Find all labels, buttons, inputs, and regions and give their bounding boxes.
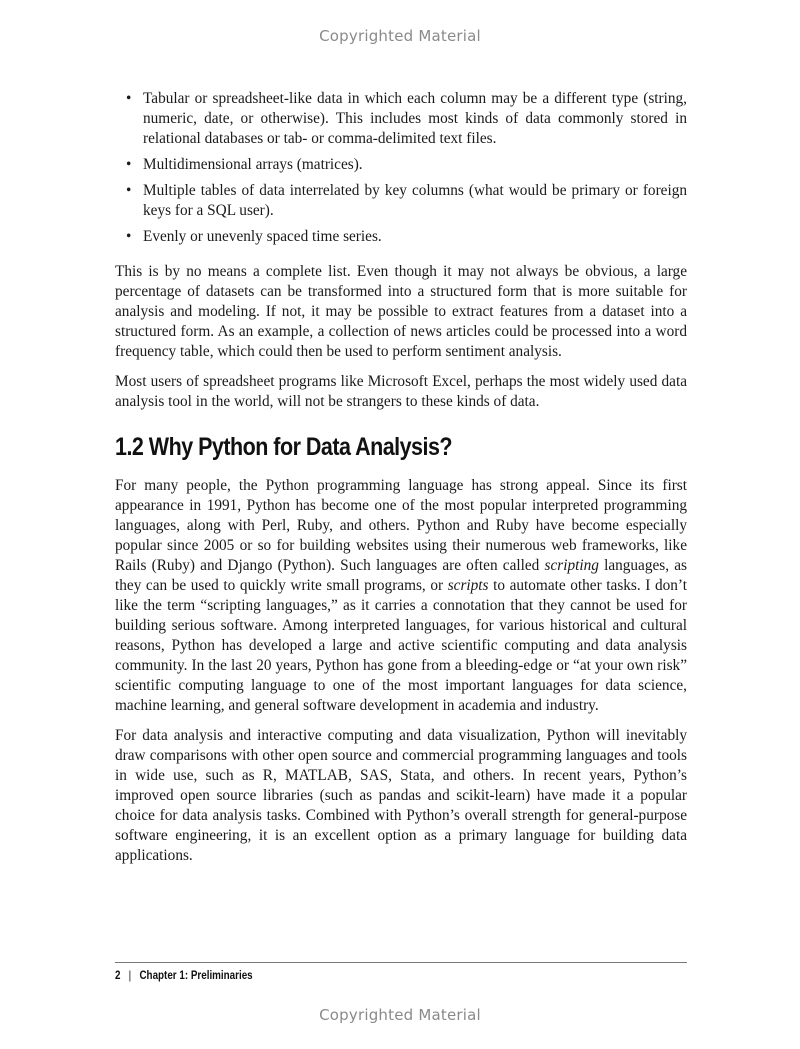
- text-run: languages, as they can be used to quickly write small programs, or: [115, 557, 687, 594]
- page-footer: [115, 968, 253, 982]
- data-types-list: [115, 89, 687, 247]
- footer-separator: |: [128, 968, 132, 982]
- page-body: [115, 89, 687, 876]
- emphasis-scripts: scripts: [447, 577, 489, 594]
- paragraph-spreadsheet-users: Most users of spreadsheet programs like Microsoft Excel, perhaps the most widely used data analysis tool in the world, will not be strangers to these kinds of data.: [115, 373, 687, 410]
- text-run: For many people, the Python programming language has strong appeal. Since its first appearance in 1991, Python has become one of the most popular interpreted programming languages, along with Perl, Ruby, and others. Python and Ruby have become especially popular since 2005 or so for building websites using their numerous web frameworks, like Rails (Ruby) and Django (Python). Such languages are often called: [115, 477, 687, 574]
- chapter-title: Chapter 1: Preliminaries: [139, 968, 253, 982]
- list-item: • Evenly or unevenly spaced time series.: [115, 227, 687, 247]
- copyright-watermark-top: Copyrighted Material: [319, 27, 481, 45]
- section-heading: 1.2 Why Python for Data Analysis?: [115, 433, 452, 461]
- copyright-watermark-bottom: Copyrighted Material: [319, 1006, 481, 1024]
- paragraph-structured-data: This is by no means a complete list. Even though it may not always be obvious, a large percentage of datasets can be transformed into a structured form that is more suitable for analysis and modeling. If not, it may be possible to extract features from a dataset into a structured form. As an example, a collection of news articles could be processed into a word frequency table, which could then be used to perform sentiment analysis.: [115, 263, 687, 360]
- list-item: • Multidimensional arrays (matrices).: [115, 155, 687, 175]
- paragraph-python-appeal: [115, 476, 687, 716]
- list-item: • Multiple tables of data interrelated by key columns (what would be primary or foreign keys for a SQL user).: [115, 181, 687, 221]
- list-item: • Tabular or spreadsheet-like data in which each column may be a different type (string, numeric, date, or otherwise). This includes most kinds of data commonly stored in relational databases or tab- or comma-delimited text files.: [115, 89, 687, 149]
- text-run: to automate other tasks. I don’t like the term “scripting languages,” as it carries a connotation that they cannot be used for building serious software. Among interpreted languages, for various historical and cultural reasons, Python has developed a large and active scientific computing and data analysis community. In the last 20 years, Python has gone from a bleeding-edge or “at your own risk” scientific computing language to one of the most important languages for data science, machine learning, and general software development in academia and industry.: [115, 577, 687, 714]
- paragraph-python-comparisons: For data analysis and interactive computing and data visualization, Python will inevitably draw comparisons with other open source and commercial programming languages and tools in wide use, such as R, MATLAB, SAS, Stata, and others. In recent years, Python’s improved open source libraries (such as pandas and scikit-learn) have made it a popular choice for data analysis tasks. Combined with Python’s overall strength for general-purpose software engineering, it is an excellent option as a primary language for building data applications.: [115, 727, 687, 864]
- footer-divider: [115, 962, 687, 963]
- page-number: 2: [115, 968, 121, 982]
- emphasis-scripting: scripting: [544, 557, 599, 574]
